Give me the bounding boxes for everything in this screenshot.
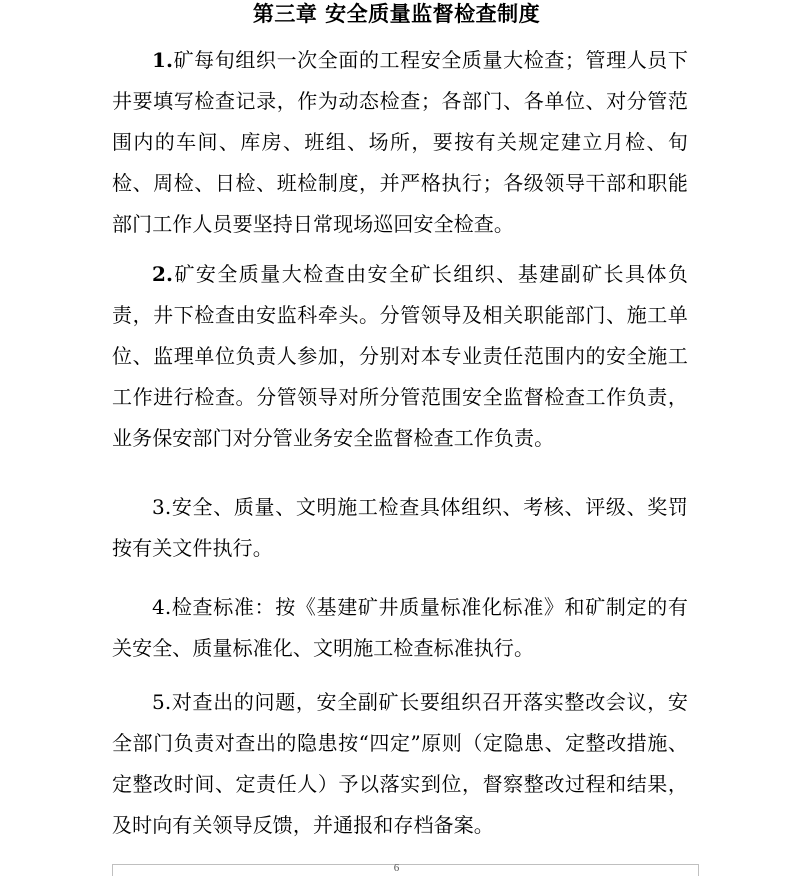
paragraph-1-text: 矿每旬组织一次全面的工程安全质量大检查；管理人员下井要填写检查记录，作为动态检查；各部门、各单位、对分管范围内的车间、库房、班组、场所，要按有关规定建立月检、旬检、周检、日检、班检制度，并严格执行；各级领导干部和职能部门工作人员要坚持日常现场巡回安全检查。 xyxy=(112,48,688,236)
paragraph-4 xyxy=(112,587,688,669)
paragraph-1 xyxy=(112,40,688,245)
paragraph-3-text: 安全、质量、文明施工检查具体组织、考核、评级、奖罚按有关文件执行。 xyxy=(112,495,688,560)
paragraph-3 xyxy=(112,487,688,569)
paragraph-2-text: 矿安全质量大检查由安全矿长组织、基建副矿长具体负责，井下检查由安监科牵头。分管领导及相关职能部门、施工单位、监理单位负责人参加，分别对本专业责任范围内的安全施工工作进行检查。分管领导对所分管范围安全监督检查工作负责，业务保安部门对分管业务安全监督检查工作负责。 xyxy=(112,262,688,450)
paragraph-5-number: 5. xyxy=(152,690,172,714)
paragraph-5 xyxy=(112,682,688,846)
page-title: 第三章 安全质量监督检查制度 xyxy=(252,1,541,26)
paragraph-1-number: 1. xyxy=(152,48,174,72)
paragraph-4-text: 检查标准：按《基建矿井质量标准化标准》和矿制定的有关安全、质量标准化、文明施工检查标准执行。 xyxy=(112,595,688,660)
paragraph-4-number: 4. xyxy=(152,595,172,619)
paragraph-2 xyxy=(112,254,688,459)
paragraph-2-number: 2. xyxy=(152,262,174,286)
paragraph-3-number: 3. xyxy=(152,495,172,519)
page-number: 6 xyxy=(393,862,400,874)
paragraph-5-text: 对查出的问题，安全副矿长要组织召开落实整改会议，安全部门负责对查出的隐患按“四定”原则（定隐患、定整改措施、定整改时间、定责任人）予以落实到位，督察整改过程和结果，及时向有关领导反馈，并通报和存档备案。 xyxy=(112,690,688,837)
